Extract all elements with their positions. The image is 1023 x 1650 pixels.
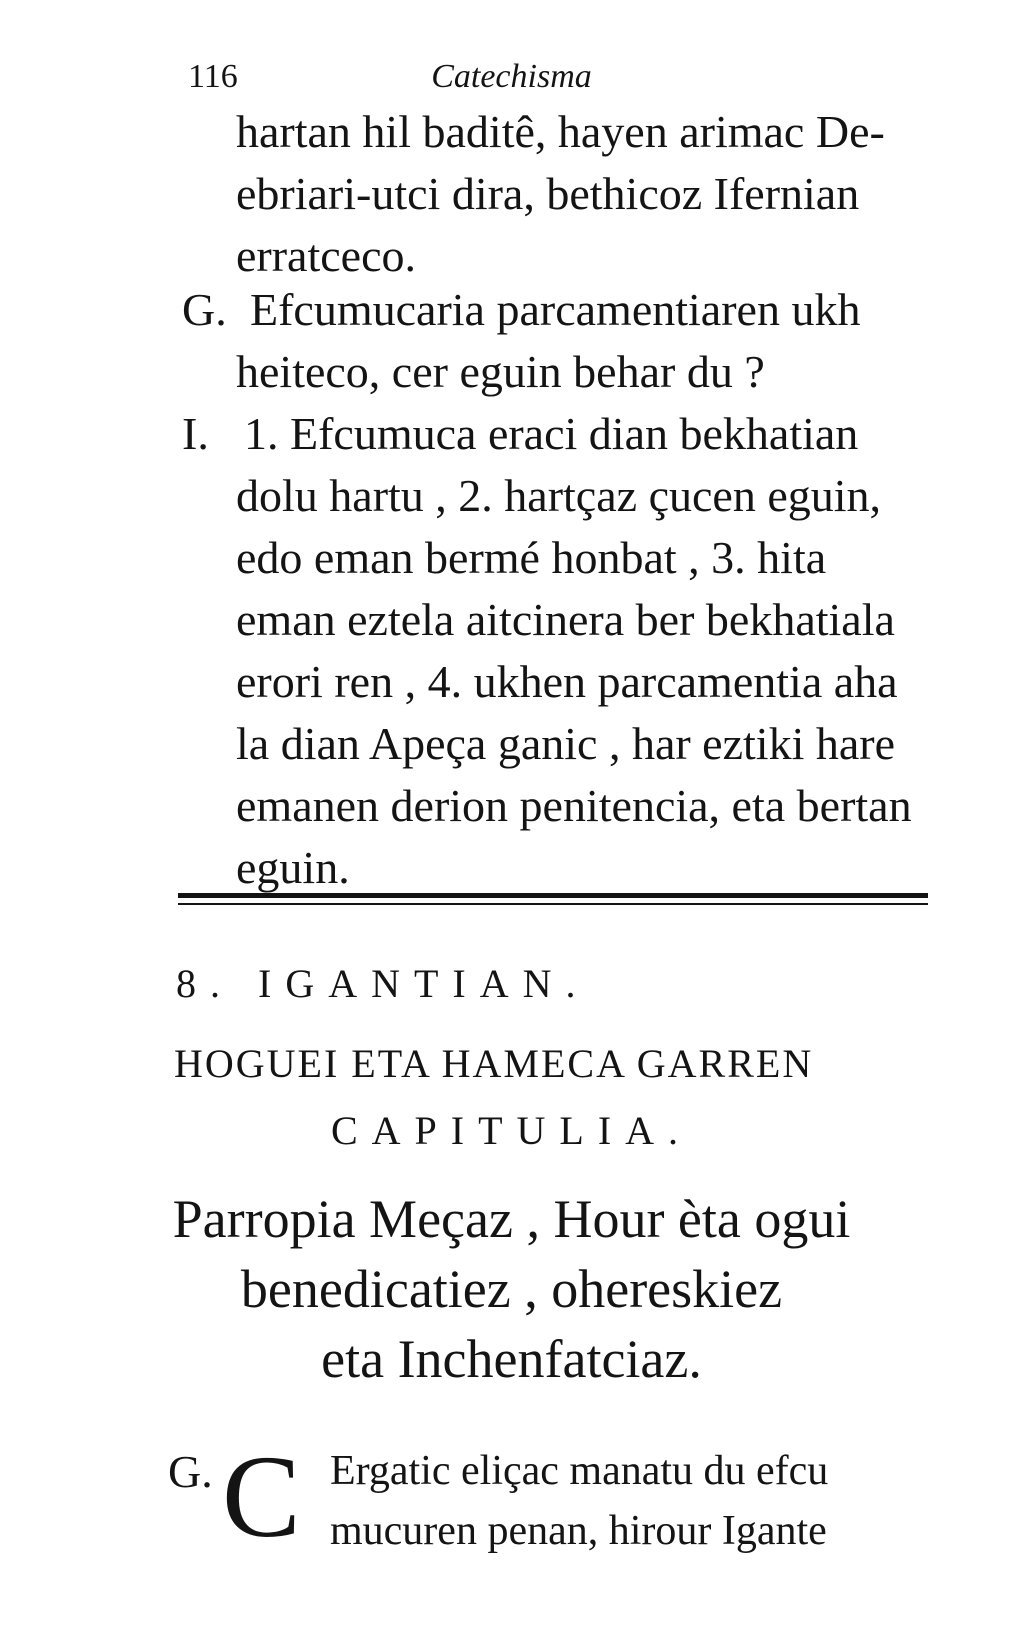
subtitle-line: Parropia Meçaz , Hour èta ogui (172, 1189, 851, 1249)
answer-line: la dian Apeça ganic , har eztiki hare (236, 718, 896, 769)
text-line: ebriari-utci dira, bethicoz Ifernian (236, 168, 860, 219)
answer-marker: I. (182, 408, 209, 459)
drop-cap: C (222, 1431, 301, 1562)
chapter-title-line: HOGUEI ETA HAMECA GARREN (174, 1041, 814, 1086)
answer-line: eman eztela aitcinera ber bekhatiala (236, 594, 895, 645)
answer-line: edo eman bermé honbat , 3. hita (236, 532, 827, 583)
running-head: Catechisma (431, 58, 592, 95)
answer-line: 1. Efcumuca eraci dian bekhatian (244, 408, 859, 459)
question-marker: G. (182, 284, 227, 335)
dialogue-line: Ergatic eliçac manatu du efcu (330, 1448, 829, 1494)
answer-line: emanen derion penitencia, eta bertan (236, 780, 912, 831)
answer-line: eguin. (236, 842, 350, 893)
section-rule (178, 893, 928, 898)
section-rule-thin (178, 903, 928, 905)
text-line: erratceco. (236, 230, 417, 281)
answer-line: erori ren , 4. ukhen parcamentia aha (236, 656, 898, 707)
question-line: Efcumucaria parcamentiaren ukh (250, 284, 861, 335)
text-line: hartan hil baditê, hayen arimac De- (236, 106, 885, 157)
chapter-title-line: CAPITULIA. (330, 1108, 693, 1153)
question-line: heiteco, cer eguin behar du ? (236, 346, 765, 397)
dialogue-marker: G. (168, 1446, 213, 1497)
subtitle-line: eta Inchenfatciaz. (321, 1329, 702, 1389)
dialogue-line: mucuren penan, hirour Igante (330, 1508, 827, 1554)
section-heading: 8. IGANTIAN. (176, 961, 590, 1006)
page-number: 116 (188, 58, 238, 95)
subtitle-line: benedicatiez , ohereskiez (240, 1259, 783, 1319)
answer-line: dolu hartu , 2. hartçaz çucen eguin, (236, 470, 882, 521)
